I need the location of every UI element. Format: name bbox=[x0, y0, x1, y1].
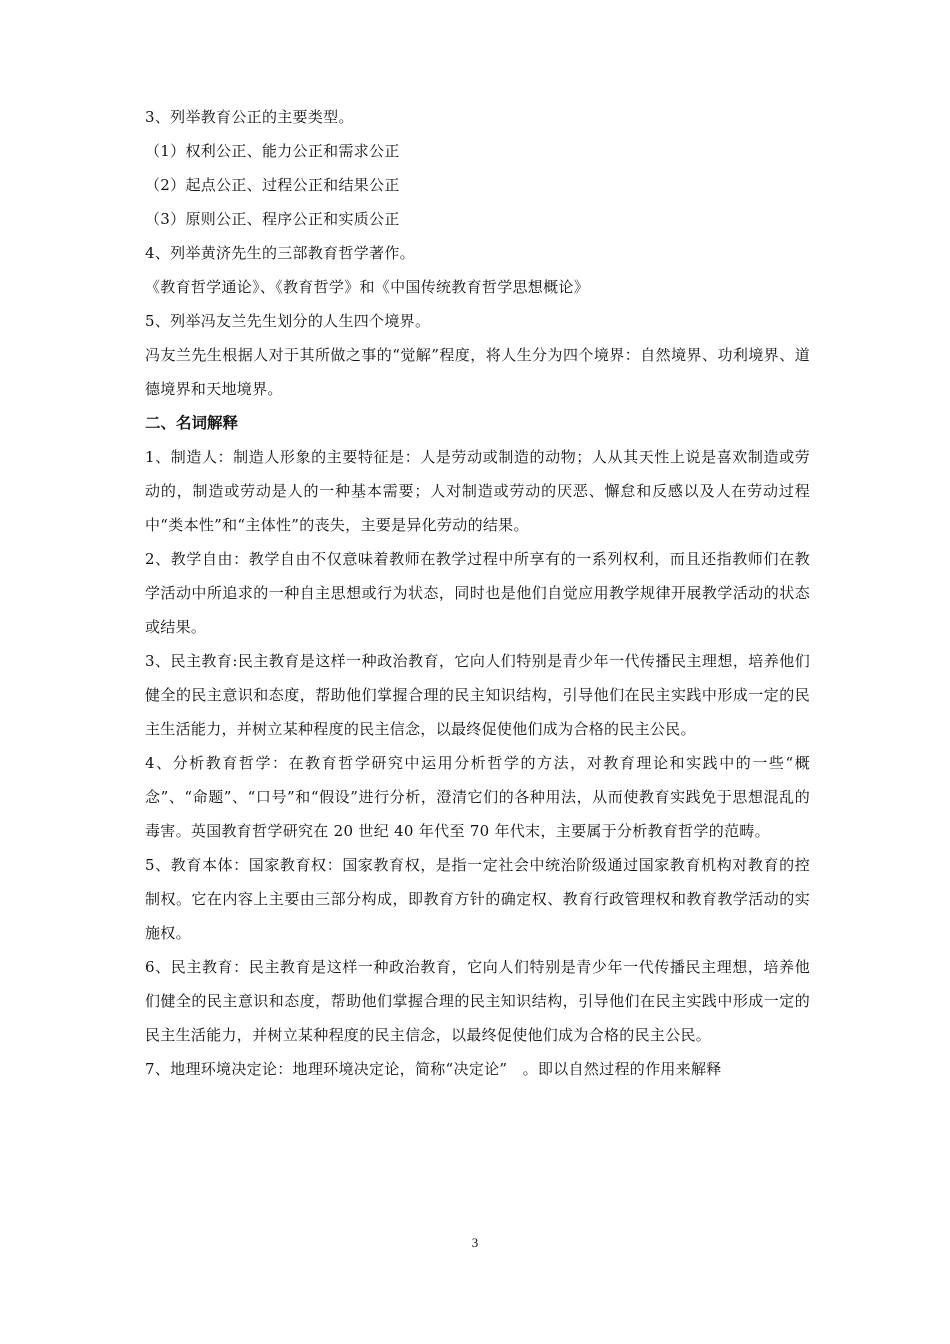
page-number: 3 bbox=[471, 1235, 479, 1250]
page-content bbox=[145, 100, 810, 1086]
question-5-answer: 冯友兰先生根据人对于其所做之事的“觉解”程度，将人生分为四个境界：自然境界、功利境界、道德境界和天地境界。 bbox=[145, 346, 810, 398]
question-5: 5、列举冯友兰先生划分的人生四个境界。 bbox=[145, 312, 431, 330]
question-3-item-1: （1）权利公正、能力公正和需求公正 bbox=[145, 142, 400, 160]
question-3: 3、列举教育公正的主要类型。 bbox=[145, 108, 354, 126]
term-definition: 2、教学自由：教学自由不仅意味着教师在教学过程中所享有的一系列权利，而且还指教师们在教学活动中所追求的一种自主思想或行为状态，同时也是他们自觉应用教学规律开展教学活动的状态或结果。 bbox=[145, 550, 810, 636]
term-definition: 4、分析教育哲学：在教育哲学研究中运用分析哲学的方法，对教育理论和实践中的一些“概念”、“命题”、“口号”和“假设”进行分析，澄清它们的各种用法，从而使教育实践免于思想混乱的毒害。英国教育哲学研究在 20 世纪 40 年代至 70 年代末，主要属于分析教育哲学的范畴。 bbox=[145, 754, 810, 840]
question-3-item-2: （2）起点公正、过程公正和结果公正 bbox=[145, 176, 400, 194]
term-definition: 1、制造人：制造人形象的主要特征是：人是劳动或制造的动物；人从其天性上说是喜欢制造或劳动的，制造或劳动是人的一种基本需要；人对制造或劳动的厌恶、懈怠和反感以及人在劳动过程中“类本性”和“主体性”的丧失，主要是异化劳动的结果。 bbox=[145, 448, 810, 534]
question-4: 4、列举黄济先生的三部教育哲学著作。 bbox=[145, 244, 415, 262]
term-definition: 3、民主教育:民主教育是这样一种政治教育，它向人们特别是青少年一代传播民主理想，培养他们健全的民主意识和态度，帮助他们掌握合理的民主知识结构，引导他们在民主实践中形成一定的民主生活能力，并树立某种程度的民主信念，以最终促使他们成为合格的民主公民。 bbox=[145, 652, 810, 738]
term-definition: 7、地理环境决定论：地理环境决定论，简称“决定论” 。即以自然过程的作用来解释 bbox=[145, 1060, 722, 1078]
term-definition: 6、民主教育：民主教育是这样一种政治教育，它向人们特别是青少年一代传播民主理想，培养他们健全的民主意识和态度，帮助他们掌握合理的民主知识结构，引导他们在民主实践中形成一定的民主生活能力，并树立某种程度的民主信念，以最终促使他们成为合格的民主公民。 bbox=[145, 958, 810, 1044]
question-3-item-3: （3）原则公正、程序公正和实质公正 bbox=[145, 210, 400, 228]
section-heading: 二、名词解释 bbox=[145, 414, 239, 432]
term-definition: 5、教育本体：国家教育权：国家教育权，是指一定社会中统治阶级通过国家教育机构对教育的控制权。它在内容上主要由三部分构成，即教育方针的确定权、教育行政管理权和教育教学活动的实施权。 bbox=[145, 856, 810, 942]
question-4-answer: 《教育哲学通论》、《教育哲学》和《中国传统教育哲学思想概论》 bbox=[145, 278, 590, 296]
